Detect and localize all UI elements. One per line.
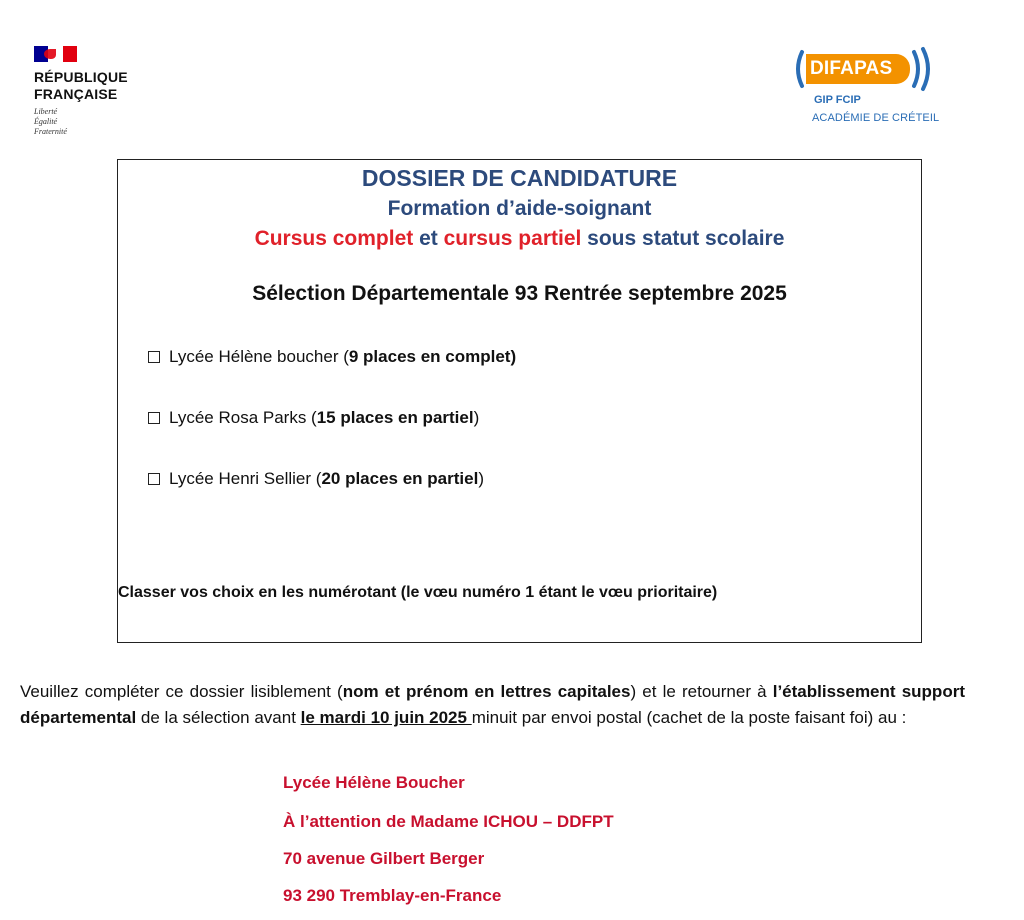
motto-liberte: Liberté <box>34 107 58 116</box>
choice-school: Lycée Rosa Parks ( <box>169 408 317 427</box>
checkbox-henri-sellier[interactable] <box>148 473 160 485</box>
republique-francaise-logo <box>34 46 154 137</box>
difapas-logo <box>792 46 952 136</box>
document-subtitle: Formation d’aide-soignant <box>387 197 652 220</box>
cursus-partiel: cursus partiel <box>443 227 582 250</box>
difapas-sub1: GIP FCIP <box>814 94 861 106</box>
cursus-et: et <box>413 227 444 250</box>
address-line-4: 93 290 Tremblay-en-France <box>283 886 502 905</box>
para-bold-1: nom et prénom en lettres capitales <box>342 682 631 701</box>
address-line-2: À l’attention de Madame ICHOU – DDFPT <box>283 812 614 831</box>
address-line-3: 70 avenue Gilbert Berger <box>283 849 485 868</box>
address-line-1: Lycée Hélène Boucher <box>283 773 465 792</box>
instructions-paragraph <box>20 679 965 731</box>
choice-end: ) <box>478 469 484 488</box>
para-text-3: de la sélection avant <box>136 708 301 727</box>
choice-item-helene-boucher <box>148 347 516 367</box>
rf-line2: FRANÇAISE <box>34 86 118 102</box>
cursus-statut: sous statut scolaire <box>581 227 785 250</box>
choice-school: Lycée Hélène boucher ( <box>169 347 349 366</box>
application-box <box>117 159 922 643</box>
checkbox-helene-boucher[interactable] <box>148 351 160 363</box>
french-flag-icon <box>34 46 77 62</box>
choice-school: Lycée Henri Sellier ( <box>169 469 322 488</box>
document-title: DOSSIER DE CANDIDATURE <box>361 165 678 191</box>
cursus-complet: Cursus complet <box>254 227 414 250</box>
selection-heading: Sélection Départementale 93 Rentrée septembre 2025 <box>252 282 787 305</box>
rank-instruction: Classer vos choix en les numérotant (le vœu numéro 1 étant le vœu prioritaire) <box>118 584 718 601</box>
choice-places: 9 places en complet) <box>348 347 517 366</box>
rf-line1: RÉPUBLIQUE <box>34 69 128 85</box>
choice-places: 15 places en partiel <box>316 408 474 427</box>
choice-end: ) <box>473 408 480 427</box>
difapas-sub2: ACADÉMIE DE CRÉTEIL <box>812 112 940 124</box>
checkbox-rosa-parks[interactable] <box>148 412 160 424</box>
para-text-1: Veuillez compléter ce dossier lisiblement ( <box>20 682 343 701</box>
cursus-line <box>118 227 921 251</box>
motto-egalite: Égalité <box>34 117 58 126</box>
para-deadline: le mardi 10 juin 2025 <box>300 708 472 727</box>
choice-places: 20 places en partiel <box>321 469 479 488</box>
difapas-name: DIFAPAS <box>810 58 893 79</box>
choice-item-rosa-parks <box>148 408 479 428</box>
choice-item-henri-sellier <box>148 469 484 489</box>
para-bold-2: l’établissement support départemental <box>20 682 965 727</box>
para-text-2: ) et le retourner à <box>630 682 773 701</box>
rf-motto <box>34 107 154 137</box>
motto-fraternite: Fraternité <box>34 127 67 136</box>
para-text-4: minuit par envoi postal (cachet de la poste faisant foi) au : <box>471 708 907 727</box>
